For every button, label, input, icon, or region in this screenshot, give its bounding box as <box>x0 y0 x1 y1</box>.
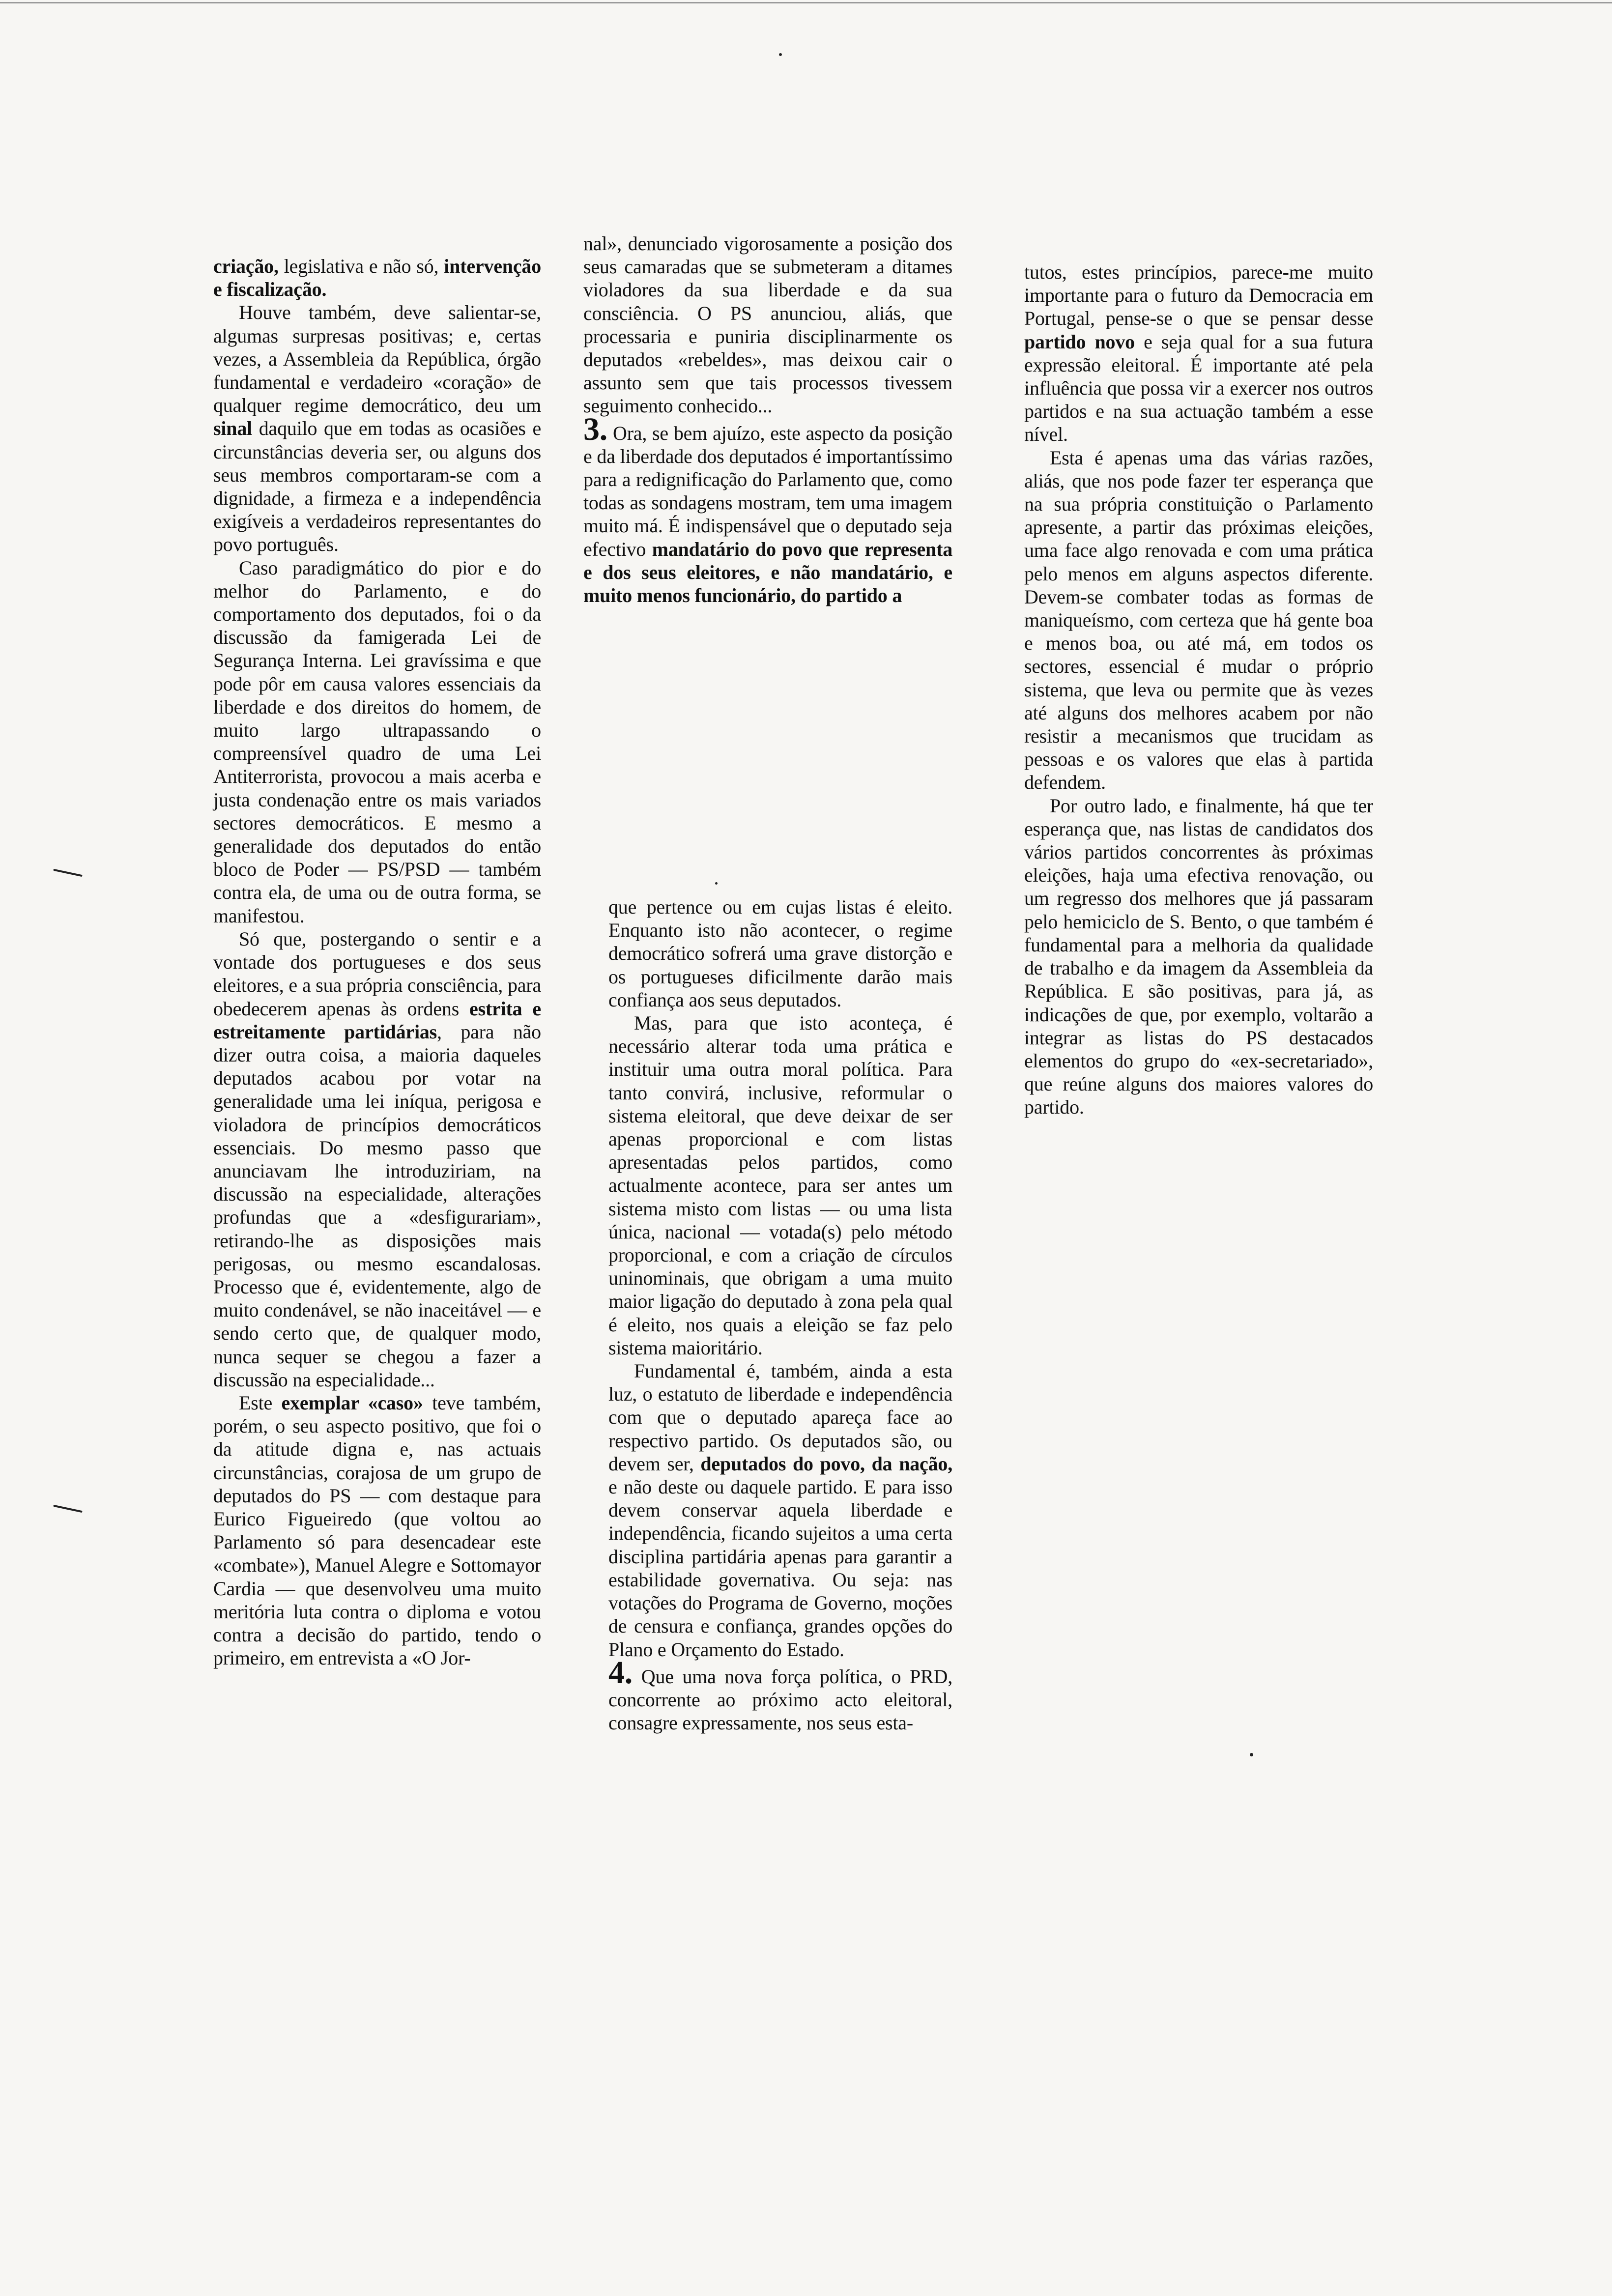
text-column-2-top <box>583 232 952 607</box>
paragraph <box>1024 446 1373 794</box>
text-run: legislativa e não só, <box>278 255 444 277</box>
text-run: Mas, para que isto aconteça, é necessário alterar toda uma prática e instituir uma outra moral política. Para tanto convirá, inclusive, reformular o sistema eleitoral, que deve deixar de ser apenas proporcional e com listas apresentadas pelos partidos, como actualmente acontece, para ser antes um sistema misto com listas — ou uma lista única, nacional — votada(s) pelo método proporcional, e com a criação de círculos uninominais, que obrigam a uma muito maior ligação do deputado à zona pela qual é eleito, nos quais a eleição se faz pelo sistema maioritário. <box>608 1012 952 1359</box>
text-run: que pertence ou em cujas listas é eleito. Enquanto isto não acontecer, o regime democrático sofrerá uma grave distorção e os portugueses dificilmente darão mais confiança aos seus deputados. <box>608 896 952 1011</box>
paragraph <box>583 232 952 418</box>
text-run: Caso paradigmático do pior e do melhor do Parlamento, e do comportamento dos deputados, foi o da discussão da famigerada Lei de Segurança Interna. Lei gravíssima e que pode pôr em causa valores essenciais da liberdade e dos direitos do homem, de muito largo ultrapassando o compreensível quadro de uma Lei Antiterrorista, provocou a mais acerba e justa condenação entre os mais variados sectores democráticos. E mesmo a generalidade dos deputados do então bloco de Poder — PS/PSD — também contra ela, de uma ou de outra forma, se manifestou. <box>213 556 541 927</box>
text-run: tutos, estes princípios, parece-me muito importante para o futuro da Democracia em Portugal, pense-se o que se pensar desse <box>1024 261 1373 330</box>
scan-speck <box>53 869 83 877</box>
text-run: Só que, postergando o sentir e a vontade dos portugueses e dos seus eleitores, e a sua própria consciência, para obedecerem apenas às ordens <box>213 927 541 1020</box>
text-run: Houve também, deve salientar-se, algumas surpresas positivas; e, certas vezes, a Assembleia da República, órgão fundamental e verdadeiro «coração» de qualquer regime democrático, deu um <box>213 301 541 417</box>
paragraph <box>213 927 541 1391</box>
paragraph <box>583 411 952 607</box>
text-column-1 <box>213 255 541 1669</box>
scan-speck <box>779 53 782 56</box>
text-run: nal», denunciado vigorosamente a posição dos seus camaradas que se submeteram a ditames violadores da sua liberdade e da sua consciência. O PS anunciou, aliás, que processaria e puniria disciplinarmente os deputados «rebeldes», mas deixou cair o assunto sem que tais processos tivessem seguimento conhecido... <box>583 232 952 417</box>
scan-top-edge <box>0 2 1612 3</box>
paragraph <box>213 1391 541 1669</box>
text-run: e seja qual for a sua futura expressão eleitoral. É importante até pela influência que possa vir a exercer nos outros partidos e na sua actuação também a esse nível. <box>1024 330 1373 446</box>
paragraph <box>1024 260 1373 446</box>
text-run: daquilo que em todas as ocasiões e circunstâncias deveria ser, ou alguns dos seus membros comportaram-se com a dignidade, a firmeza e a independência exigíveis a verdadeiros representantes do povo português. <box>213 417 541 556</box>
paragraph <box>213 255 541 301</box>
text-run: Esta é apenas uma das várias razões, aliás, que nos pode fazer ter esperança que na sua própria constituição o Parlamento apresente, a partir das próximas eleições, uma face algo renovada e com uma prática pelo menos em alguns aspectos diferente. Devem-se combater todas as formas de maniqueísmo, com certeza que há gente boa e menos boa, ou até má, em todos os sectores, essencial é mudar o próprio sistema, que leva ou permite que às vezes até alguns dos melhores acabem por não resistir a mecanismos que trucidam as pessoas e os valores que elas à partida defendem. <box>1024 446 1373 794</box>
section-number: 3. <box>583 411 608 447</box>
text-run: teve também, porém, o seu aspecto positivo, que foi o da atitude digna e, nas actuais circunstâncias, corajosa de um grupo de deputados do PS — com destaque para Eurico Figueiredo (que voltou ao Parlamento só para desencadear este «combate»), Manuel Alegre e Sottomayor Cardia — que desenvolveu uma muito meritória luta contra o diploma e votou contra a decisão do partido, tendo o primeiro, em entrevista a «O Jor- <box>213 1391 541 1669</box>
bold-text-run: intervenção e fiscalização. <box>213 255 541 301</box>
bold-text-run: exemplar «caso» <box>281 1391 423 1414</box>
bold-text-run: mandatário do povo que representa e dos seus eleitores, e não mandatário, e muito menos funcionário, do partido a <box>583 538 952 607</box>
bold-text-run: sinal <box>213 417 253 440</box>
text-column-2-bottom <box>608 895 952 1734</box>
paragraph <box>1024 794 1373 1119</box>
text-run: e não deste ou daquele partido. E para isso devem conservar aquela liberdade e independência, ficando sujeitos a uma certa disciplina partidária apenas para garantir a estabilidade governativa. Ou seja: nas votações do Programa de Governo, moções de censura e confiança, grandes opções do Plano e Orçamento do Estado. <box>608 1476 952 1661</box>
text-run: Ora, se bem ajuízo, este aspecto da posição e da liberdade dos deputados é importantíssimo para a redignificação do Parlamento que, como todas as sondagens mostram, tem uma imagem muito má. É indispensável que o deputado seja efectivo <box>583 422 952 560</box>
text-column-3 <box>1024 260 1373 1119</box>
text-run: Por outro lado, e finalmente, há que ter esperança que, nas listas de candidatos dos vários partidos concorrentes às próximas eleições, haja uma efectiva renovação, ou um regresso dos melhores que já passaram pelo hemiciclo de S. Bento, o que também é fundamental para a melhoria da qualidade de trabalho e da imagem da Assembleia da República. E são positivas, para já, as indicações de que, por exemplo, voltarão a integrar as listas do PS destacados elementos do grupo do «ex-secretariado», que reúne alguns dos maiores valores do partido. <box>1024 794 1373 1119</box>
text-run: Que uma nova força política, o PRD, concorrente ao próximo acto eleitoral, consagre expressamente, nos seus esta- <box>608 1665 952 1734</box>
section-number: 4. <box>608 1654 633 1691</box>
bold-text-run: partido novo <box>1024 330 1135 353</box>
bold-text-run: deputados do povo, da nação, <box>700 1452 952 1475</box>
paragraph <box>608 1011 952 1359</box>
paragraph <box>608 1654 952 1735</box>
scan-speck <box>1250 1753 1253 1756</box>
paragraph <box>213 556 541 927</box>
scan-speck <box>715 882 718 885</box>
paragraph <box>608 895 952 1011</box>
bold-text-run: criação, <box>213 255 279 277</box>
text-run: Fundamental é, também, ainda a esta luz, o estatuto de liberdade e independência com que o deputado apareça face ao respectivo partido. Os deputados são, ou devem ser, <box>608 1360 952 1475</box>
paragraph <box>608 1359 952 1661</box>
paragraph <box>213 301 541 556</box>
bold-text-run: estrita e estreitamente partidárias <box>213 997 541 1043</box>
text-run: Este <box>239 1391 282 1414</box>
text-run: , para não dizer outra coisa, a maioria daqueles deputados acabou por votar na generalidade uma lei iníqua, perigosa e violadora de princípios democráticos essenciais. Do mesmo passo que anunciavam lhe introduziriam, na discussão na especialidade, alterações profundas que a «desfigurariam», retirando-lhe as disposições mais perigosas, ou mesmo escandalosas. Processo que é, evidentemente, algo de muito condenável, se não inaceitável — e sendo certo que, de qualquer modo, nunca sequer se chegou a fazer a discussão na especialidade... <box>213 1020 541 1391</box>
scan-speck <box>53 1505 83 1513</box>
